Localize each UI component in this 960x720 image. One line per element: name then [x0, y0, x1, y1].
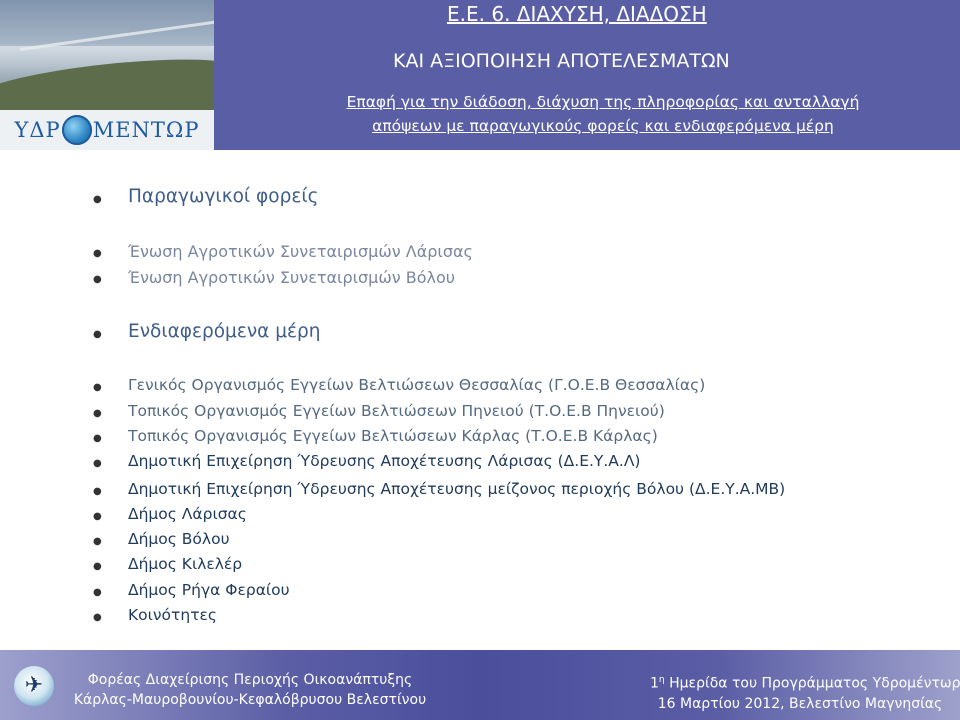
subtitle-line1: Επαφή για την διάδοση, διάχυση της πληροφορίας και ανταλλαγή	[346, 93, 860, 111]
logo-text-right: ΜΕΝΤΩΡ	[92, 118, 200, 142]
bullet-icon: ●	[93, 536, 102, 547]
footer-event-line2: 16 Μαρτίου 2012, Βελεστίνο Μαγνησίας	[657, 695, 943, 712]
slide-content: ● Παραγωγικοί φορείς ● Ένωση Αγροτικών Συνεταιρισμών Λάρισας ● Ένωση Αγροτικών Συνεταιρισμών Βόλου ● Ενδιαφερόμενα μέρη ● Γενικός Οργανισμός Εγγείων Βελτιώσεων Θεσσαλίας (Γ.Ο.Ε.Β Θεσσαλίας) ● Τοπικός Οργανισμός Εγγείων Βελτιώσεων Πηνειού (Τ.Ο.Ε.Β Πηνειού) ● Τοπικός Οργανισμός Εγγείων Βελτιώσεων Κάρλας (Τ.Ο.Ε.Β Κάρλας) ● Δημοτική Επιχείρηση Ύδρευσης Αποχέτευσης Λάρισας (Δ.Ε.Υ.Α.Λ) ● Δημοτική Επιχείρηση Ύδρευσης Αποχέτευσης μείζονος περιοχής Βόλου (Δ.Ε.Υ.Α.ΜΒ) ● Δήμος Λάρισας ● Δήμος Βόλου ● Δήμος Κιλελέρ ● Δήμος Ρήγα Φεραίου ● Κοινότητες	[0, 150, 960, 650]
logo-text-left: ΥΔΡ	[14, 118, 61, 142]
footer-event-line1: $1^\eta$ Ημερίδα του Προγράμματος Υδρομέντωρ	[650, 675, 960, 692]
bullet-icon: ●	[93, 587, 102, 598]
bullet-icon: ●	[93, 612, 102, 623]
bullet-icon: ●	[93, 274, 102, 285]
page-title-line1: Ε.Ε. 6. ΔΙΑΧΥΣΗ, ΔΙΑΔΟΣΗ	[447, 2, 707, 26]
globe-icon	[62, 115, 92, 145]
footer-organization	[70, 670, 430, 710]
bullet-icon: ●	[93, 458, 102, 469]
hydromentor-logo	[0, 110, 214, 150]
subtitle-line2: απόψεων με παραγωγικούς φορείς και ενδιαφερόμενα μέρη	[372, 117, 834, 135]
bird-logo-icon: ✈	[14, 666, 54, 706]
footer-event	[650, 670, 960, 714]
bullet-icon: ●	[93, 248, 102, 259]
bullet-icon: ●	[93, 486, 102, 497]
page-subtitle	[303, 90, 903, 138]
bullet-icon: ●	[93, 194, 102, 205]
bullet-icon: ●	[93, 511, 102, 522]
page-title-line2: ΚΑΙ ΑΞΙΟΠΟΙΗΣΗ ΑΠΟΤΕΛΕΣΜΑΤΩΝ	[393, 50, 730, 72]
lake-photo	[0, 0, 214, 110]
footer-org-line2: Κάρλας-Μαυροβουνίου-Κεφαλόβρυσου Βελεστίνου	[73, 692, 427, 708]
header-banner	[0, 0, 960, 150]
bullet-icon: ●	[93, 433, 102, 444]
footer-org-line1: Φορέας Διαχείρισης Περιοχής Οικοανάπτυξης	[87, 672, 413, 688]
bullet-icon: ●	[93, 408, 102, 419]
footer-bar	[0, 650, 960, 720]
bullet-icon: ●	[93, 382, 102, 393]
section-heading-text: Παραγωγικοί φορείς	[128, 186, 319, 207]
section-heading-text: Ενδιαφερόμενα μέρη	[128, 321, 321, 342]
bullet-icon: ●	[93, 329, 102, 340]
bullet-icon: ●	[93, 561, 102, 572]
